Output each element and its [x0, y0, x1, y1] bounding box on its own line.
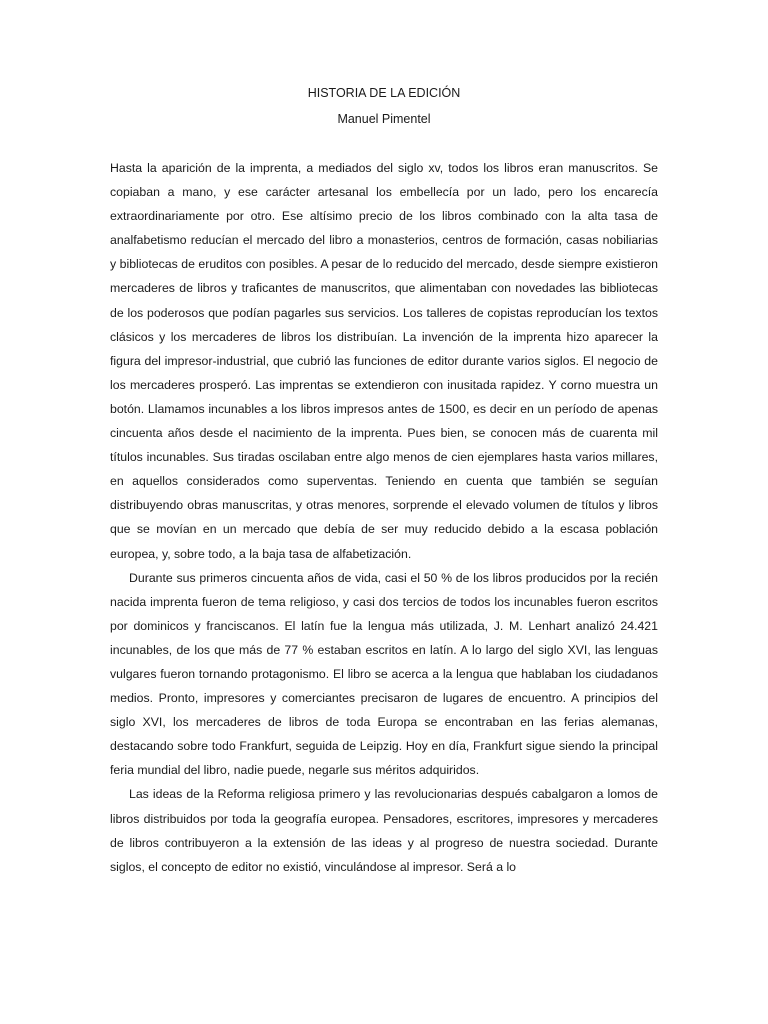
document-title: HISTORIA DE LA EDICIÓN [307, 86, 461, 100]
paragraph-1: Hasta la aparición de la imprenta, a mediados del siglo xv, todos los libros eran manuscritos. Se copiaban a mano, y ese carácter artesanal los embellecía por un lado, pero los encarecía extraordinariamente por otro. Ese altísimo precio de los libros combinado con la alta tasa de analfabetismo reducían el mercado del libro a monasterios, centros de formación, casas nobiliarias y bibliotecas de eruditos con posibles. A pesar de lo reducido del mercado, desde siempre existieron mercaderes de libros y traficantes de manuscritos, que alimentaban con novedades las bibliotecas de los poderosos que podían pagarles sus servicios. Los talleres de copistas reproducían los textos clásicos y los mercaderes de libros los distribuían. La invención de la imprenta hizo aparecer la figura del impresor-industrial, que cubrió las funciones de editor durante varios siglos. El negocio de los mercaderes prosperó. Las imprentas se extendieron con inusitada rapidez. Y corno muestra un botón. Llamamos incunables a los libros impresos antes de 1500, es decir en un período de apenas cincuenta años desde el nacimiento de la imprenta. Pues bien, se conocen más de cuarenta mil títulos incunables. Sus tiradas oscilaban entre algo menos de cien ejemplares hasta varios millares, en aquellos considerados como superventas. Teniendo en cuenta que también se seguían distribuyendo obras manuscritas, y otras menores, sorprende el elevado volumen de títulos y libros que se movían en un mercado que debía de ser muy reducido debido a la escasa población europea, y, sobre todo, a la baja tasa de alfabetización. [110, 161, 658, 561]
document-body [110, 156, 658, 879]
document-author: Manuel Pimentel [337, 112, 431, 126]
paragraph-3: Las ideas de la Reforma religiosa primero y las revolucionarias después cabalgaron a lomos de libros distribuidos por toda la geografía europea. Pensadores, escritores, impresores y mercaderes de libros contribuyeron a la extensión de las ideas y al progreso de nuestra sociedad. Durante siglos, el concepto de editor no existió, vinculándose al impresor. Será a lo [110, 787, 658, 874]
paragraph-2: Durante sus primeros cincuenta años de vida, casi el 50 % de los libros producidos por la recién nacida imprenta fueron de tema religioso, y casi dos tercios de todos los incunables fueron escritos por dominicos y franciscanos. El latín fue la lengua más utilizada, J. M. Lenhart analizó 24.421 incunables, de los que más de 77 % estaban escritos en latín. A lo largo del siglo XVI, las lenguas vulgares fueron tornando protagonismo. El libro se acerca a la lengua que hablaban los ciudadanos medios. Pronto, impresores y comerciantes precisaron de lugares de encuentro. A principios del siglo XVI, los mercaderes de libros de toda Europa se encontraban en las ferias alemanas, destacando sobre todo Frankfurt, seguida de Leipzig. Hoy en día, Frankfurt sigue siendo la principal feria mundial del libro, nadie puede, negarle sus méritos adquiridos. [110, 570, 658, 778]
